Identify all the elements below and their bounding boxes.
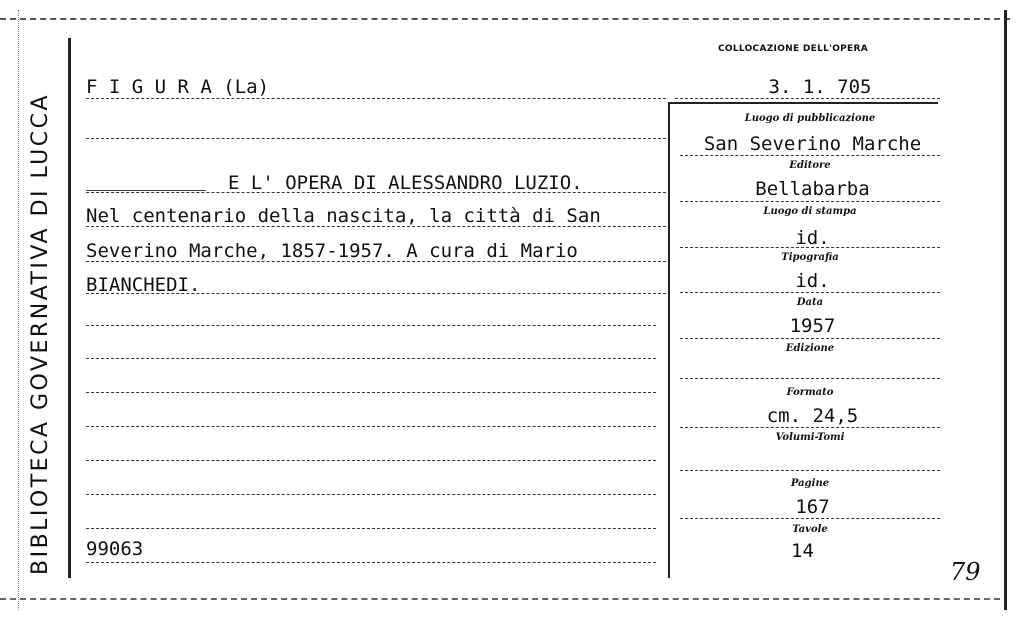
handwritten-note: 79 — [950, 558, 981, 586]
label-publisher: Editore — [789, 160, 831, 171]
left-margin-rule — [68, 38, 71, 578]
rule-13 — [86, 528, 656, 529]
title-line-1: F I G U R A (La) — [86, 76, 270, 98]
rule-11 — [86, 460, 656, 461]
value-format: cm. 24,5 — [766, 405, 859, 427]
rule-4 — [86, 226, 666, 227]
title-line-2: E L' OPERA DI ALESSANDRO LUZIO. — [228, 172, 583, 194]
collocation-label: COLLOCAZIONE DELL'OPERA — [718, 44, 868, 54]
label-volumes: Volumi-Tomi — [775, 432, 845, 443]
card-left-edge — [2, 10, 19, 610]
value-place-of-printing: id. — [795, 227, 830, 249]
rule-place — [680, 155, 940, 156]
value-place-of-publication: San Severino Marche — [703, 133, 922, 155]
inventory-number: 99063 — [86, 538, 144, 560]
rule-9 — [86, 392, 656, 393]
rule-1 — [86, 98, 666, 99]
rule-7 — [86, 325, 656, 326]
rule-edition — [680, 378, 940, 379]
collocation-line — [675, 98, 940, 99]
rule-10 — [86, 426, 656, 427]
rule-12 — [86, 494, 656, 495]
rule-3 — [86, 192, 666, 193]
title-line-5: BIANCHEDI. — [86, 274, 201, 296]
rule-format — [680, 427, 940, 428]
collocation-value: 3. 1. 705 — [768, 76, 872, 98]
label-format: Formato — [786, 387, 834, 398]
rule-printer — [680, 292, 940, 293]
library-name: BIBLIOTECA GOVERNATIVA DI LUCCA — [28, 92, 53, 575]
rule-date — [680, 338, 940, 339]
label-date: Data — [796, 297, 824, 308]
metadata-box-left-border — [668, 102, 670, 578]
title-line-4: Severino Marche, 1857-1957. A cura di Mario — [86, 240, 578, 262]
value-publisher: Bellabarba — [755, 178, 870, 200]
card-right-edge — [1004, 10, 1007, 610]
label-printer: Tipografia — [781, 252, 839, 263]
title-line-3: Nel centenario della nascita, la città di San — [86, 205, 601, 227]
label-plates: Tavole — [792, 524, 828, 535]
label-place-of-printing: Luogo di stampa — [763, 206, 857, 217]
rule-14 — [86, 562, 656, 563]
rule-2 — [86, 138, 666, 139]
label-pages: Pagine — [790, 478, 830, 489]
label-edition: Edizione — [785, 343, 835, 354]
value-printer: id. — [795, 270, 830, 292]
metadata-box-top-border — [668, 102, 938, 104]
value-pages: 167 — [795, 496, 830, 518]
card-bottom-edge — [0, 598, 1000, 600]
label-place-of-publication: Luogo di pubblicazione — [744, 113, 876, 124]
rule-publisher — [680, 201, 940, 202]
rule-6 — [86, 293, 666, 294]
rule-printing — [680, 247, 940, 248]
card-top-edge — [0, 4, 1010, 20]
rule-volumes — [680, 470, 940, 471]
rule-pages — [680, 518, 940, 519]
rule-5 — [86, 261, 666, 262]
value-date: 1957 — [789, 315, 836, 337]
rule-8 — [86, 358, 656, 359]
dash-lead — [86, 190, 206, 191]
value-plates: 14 — [791, 540, 814, 562]
